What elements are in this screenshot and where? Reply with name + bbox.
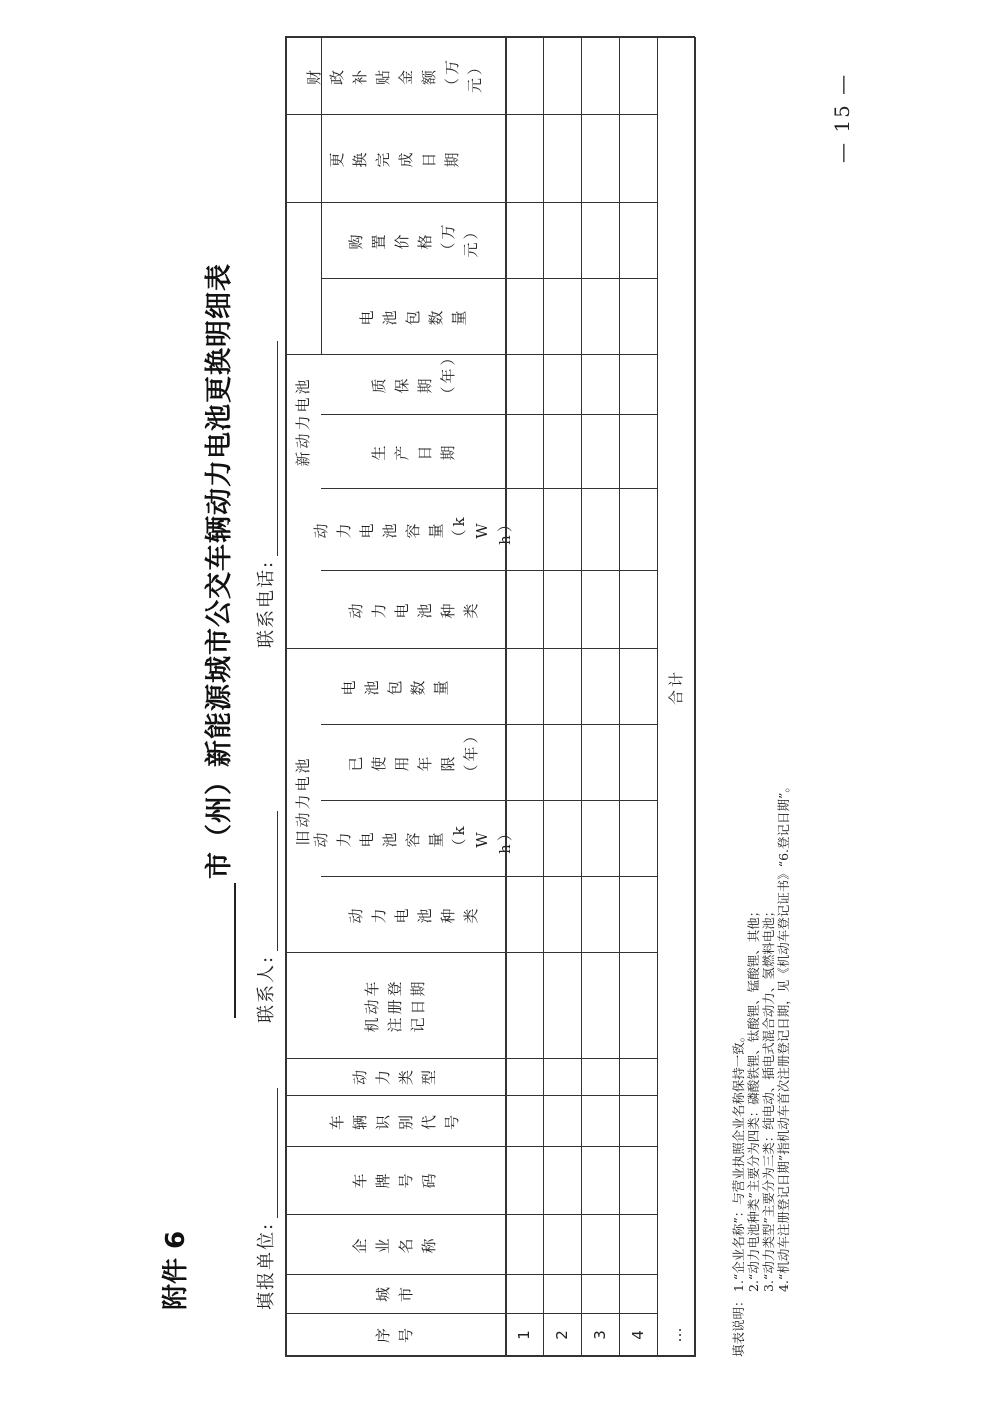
header-old-years-text: 已使用年限（年） (346, 725, 480, 780)
phone-field (252, 341, 278, 648)
page-title (197, 263, 236, 1018)
header-new-type (322, 571, 505, 648)
header-new-group-text: 新动力电池 (293, 376, 312, 467)
unit-blank (257, 1088, 278, 1218)
header-reg-date-text: 机动车注册登记日期 (362, 978, 427, 1033)
table-row-number: … (666, 1327, 685, 1343)
phone-blank (257, 341, 278, 556)
battery-replacement-table (285, 37, 695, 1357)
notes-item: 2.“动力电池种类”主要分为四类：磷酸铁锂、钛酸锂、锰酸锂、其他； (746, 904, 761, 1292)
header-new-price (322, 203, 505, 278)
header-new-capacity (312, 489, 514, 570)
header-company (285, 1215, 505, 1274)
notes-item: 3.“动力类型”主要分为三类：纯电动、插电式混合动力、氢燃料电池； (761, 904, 776, 1292)
header-power-type (285, 1059, 505, 1095)
header-seq-text: 序号 (374, 1324, 415, 1343)
table-row-number: 1 (515, 1330, 533, 1340)
table-row-number: 3 (591, 1330, 609, 1340)
unit-label: 填报单位: (256, 1221, 277, 1310)
phone-label: 联系电话: (256, 559, 277, 648)
header-city (285, 1275, 505, 1313)
header-vin-text: 车辆识别代号 (328, 1112, 461, 1131)
header-new-warranty-text: 质保期（年） (369, 347, 457, 402)
notes-label: 填表说明： (731, 1294, 746, 1357)
annex-label: 附件 6 (161, 1230, 191, 1310)
total-label: 合计 (666, 669, 685, 706)
header-subsidy (285, 38, 505, 114)
header-new-price-text: 购置价格（万元） (346, 221, 480, 258)
header-seq (285, 1315, 505, 1355)
header-plate-text: 车牌号码 (351, 1170, 438, 1189)
unit-field (252, 1088, 278, 1310)
header-power-type-text: 动力类型 (351, 1066, 438, 1085)
header-new-prod-date (322, 415, 505, 488)
notes-item: 1.“企业名称”：与营业执照企业名称保持一致。 (731, 1029, 746, 1292)
table-row-number: 4 (629, 1330, 647, 1340)
page-number: — 15 — (830, 72, 854, 163)
table-row-number: 2 (553, 1330, 571, 1340)
header-replace-date (285, 115, 505, 202)
header-old-capacity (312, 801, 514, 876)
header-new-packs (322, 279, 505, 354)
notes-item: 4.“机动车注册登记日期”指机动车首次注册登记日期，见《机动车登记证书》“6.登记日期”。 (776, 780, 791, 1292)
header-old-type-text: 动力电池种类 (346, 905, 480, 924)
header-new-packs-text: 电池包数量 (358, 307, 468, 326)
header-old-packs (285, 649, 505, 724)
header-city-text: 城市 (374, 1283, 415, 1302)
title-blank (208, 883, 236, 1018)
contact-label: 联系人: (256, 954, 277, 1023)
title-text: 市（州）新能源城市公交车辆动力电池更换明细表 (204, 263, 235, 879)
contact-blank (257, 811, 278, 951)
header-new-type-text: 动力电池种类 (346, 600, 480, 619)
header-old-years (322, 725, 505, 800)
header-plate (285, 1147, 505, 1214)
header-vin (285, 1096, 505, 1146)
header-replace-date-text: 更换完成日期 (328, 149, 461, 168)
header-old-type (322, 877, 505, 952)
header-new-capacity-text: 动力电池容量（kWh） (312, 514, 514, 545)
header-old-group-text: 旧动力电池 (293, 755, 312, 846)
header-company-text: 企业名称 (351, 1235, 438, 1254)
header-new-prod-date-text: 生产日期 (369, 442, 457, 461)
header-new-group (285, 355, 321, 488)
header-new-warranty (322, 347, 505, 414)
header-subsidy-text: 财政补贴金额（万元） (305, 56, 484, 93)
header-old-capacity-text: 动力电池容量（kWh） (312, 823, 514, 854)
contact-field (252, 811, 278, 1023)
header-reg-date (285, 953, 505, 1058)
header-old-packs-text: 电池包数量 (339, 677, 450, 696)
